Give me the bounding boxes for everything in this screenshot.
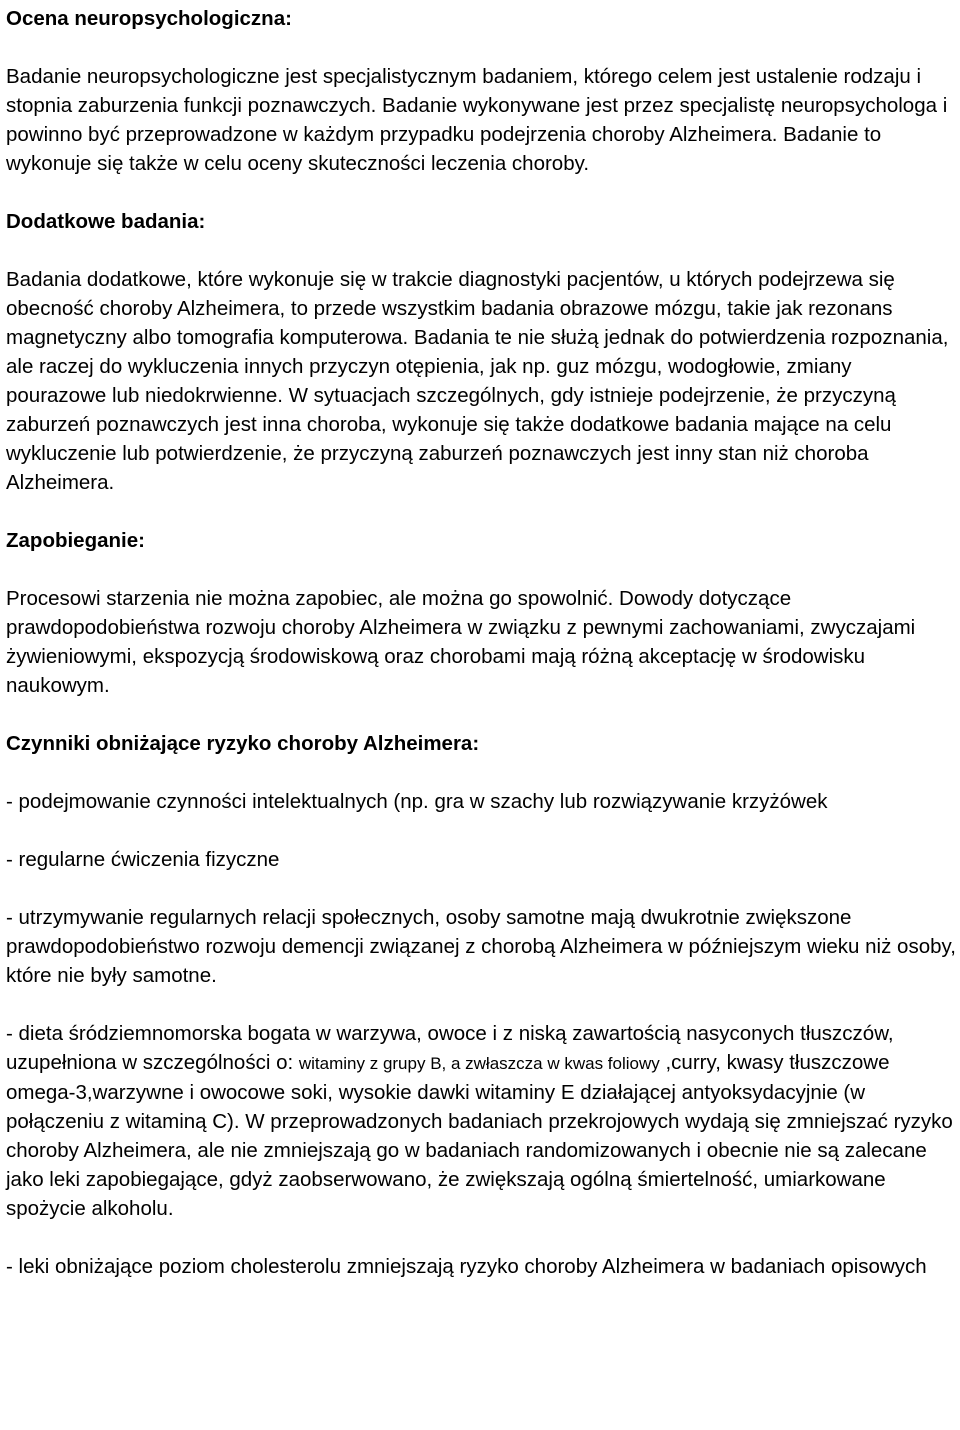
factor-item-exercise: - regularne ćwiczenia fizyczne <box>6 848 280 871</box>
paragraph-ocena: Badanie neuropsychologiczne jest specjalistycznym badaniem, którego celem jest ustalenie rodzaju i stopnia zaburzenia funkcji poznawczych. Badanie wykonywane jest przez specjalistę neuropsychologa i powinno być przeprowadzone w każdym przypadku podejrzenia choroby Alzheimera. Badanie to wykonuje się także w celu oceny skuteczności leczenia choroby. <box>6 65 948 175</box>
factor-diet-part-a: - dieta śródziemnomorska bogata w warzywa, owoce i z niską zawartością nasyconych tłuszczów, uzupełniona w szczególności o: <box>6 1022 894 1074</box>
paragraph-zapobieganie: Procesowi starzenia nie można zapobiec, ale można go spowolnić. Dowody dotyczące prawdopodobieństwa rozwoju choroby Alzheimera w związku z pewnymi zachowaniami, zwyczajami żywieniowymi, ekspozycją środowiskową oraz chorobami mają różną akceptację w środowisku naukowym. <box>6 587 916 697</box>
paragraph-dodatkowe: Badania dodatkowe, które wykonuje się w trakcie diagnostyki pacjentów, u których podejrzewa się obecność choroby Alzheimera, to przede wszystkim badania obrazowe mózgu, takie jak rezonans magnetyczny albo tomografia komputerowa. Badania te nie służą jednak do potwierdzenia rozpoznania, ale raczej do wykluczenia innych przyczyn otępienia, jak np. guz mózgu, wodogłowie, zmiany pourazowe lub niedokrwienne. W sytuacjach szczególnych, gdy istnieje podejrzenie, że przyczyną zaburzeń poznawczych jest inna choroba, wykonuje się także dodatkowe badania mające na celu wykluczenie lub potwierdzenie, że przyczyną zaburzeń poznawczych jest inny stan niż choroba Alzheimera. <box>6 268 949 494</box>
heading-czynniki: Czynniki obniżające ryzyko choroby Alzheimera: <box>6 732 480 755</box>
heading-dodatkowe: Dodatkowe badania: <box>6 210 206 233</box>
factor-diet-part-c: ,curry, kwasy tłuszczowe omega-3,warzywne i owocowe soki, wysokie dawki witaminy E działającej antyoksydacyjnie (w połączeniu z witaminą C). W przeprowadzonych badaniach przekrojowych wydają się zmniejszać ryzyko choroby Alzheimera, ale nie zmniejszają go w badaniach randomizowanych i obecnie nie są zalecane jako leki zapobiegające, gdyż zaobserwowano, że zwiększają ogólną śmiertelność, umiarkowane spożycie alkoholu. <box>6 1051 953 1220</box>
factor-item-social: - utrzymywanie regularnych relacji społecznych, osoby samotne mają dwukrotnie zwiększone prawdopodobieństwo rozwoju demencji związanej z chorobą Alzheimera w późniejszym wieku niż osoby, które nie były samotne. <box>6 906 956 987</box>
factor-item-cholesterol: - leki obniżające poziom cholesterolu zmniejszają ryzyko choroby Alzheimera w badaniach opisowych <box>6 1255 927 1278</box>
heading-zapobieganie: Zapobieganie: <box>6 529 145 552</box>
factor-item-intellectual: - podejmowanie czynności intelektualnych (np. gra w szachy lub rozwiązywanie krzyżówek <box>6 790 828 813</box>
heading-ocena: Ocena neuropsychologiczna: <box>6 7 292 30</box>
factor-diet-part-b: witaminy z grupy B, a zwłaszcza w kwas foliowy <box>298 1054 660 1073</box>
factor-item-diet <box>6 1019 956 1223</box>
